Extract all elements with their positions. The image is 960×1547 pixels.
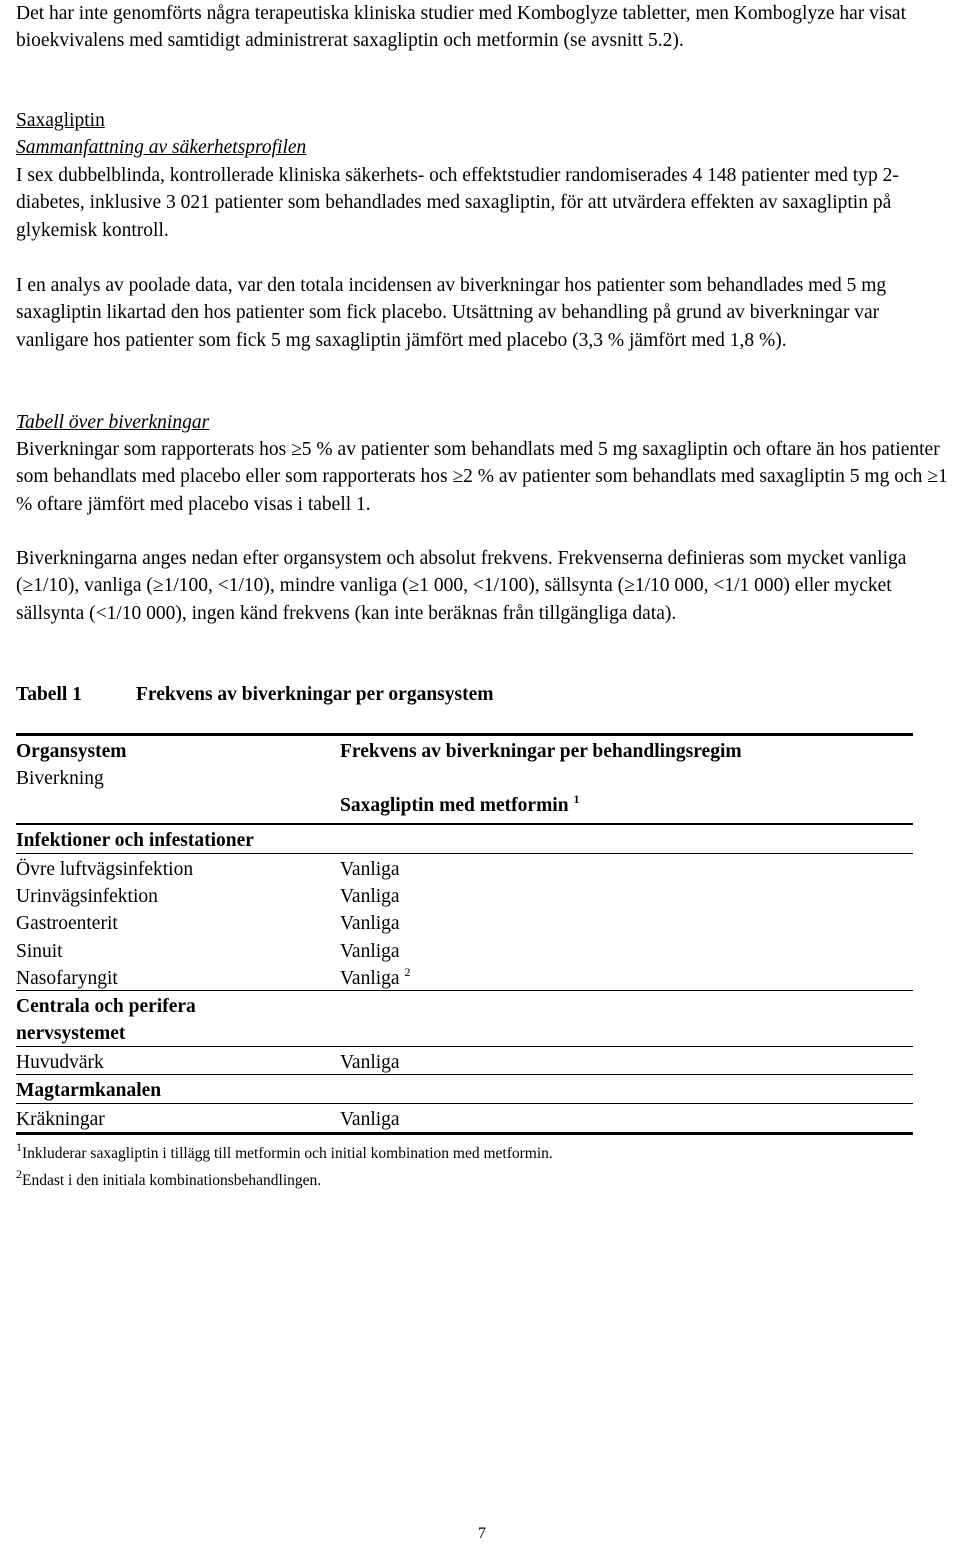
group-name: Infektioner och infestationer [16, 830, 254, 851]
frequency-footnote-mark: 2 [404, 965, 411, 979]
table-footnote: $^1$Inkluderar saxagliptin i tillägg till metformin och initial kombination med metformin. [16, 1140, 553, 1162]
table-footnote: $^2$Endast i den initiala kombinationsbehandlingen. [16, 1167, 322, 1189]
page-number: 7 [478, 1525, 486, 1542]
intro-paragraph: Det har inte genomförts några terapeutiska kliniska studier med Komboglyze tabletter, men Komboglyze har visat bioekvivalens med samtidigt administrerat saxagliptin och metformin (se avsnitt 5.2). [16, 3, 906, 52]
reaction-name: Övre luftvägsinfektion [16, 859, 194, 880]
reaction-name: Huvudvärk [16, 1052, 104, 1073]
frequency-definition-paragraph: Biverkningarna anges nedan efter organsystem och absolut frekvens. Frekvenserna definieras som mycket vanliga (≥1/10), vanliga (≥1/100, <1/10), mindre vanliga (≥1 000, <1/100), sällsynta (≥1/10 000, <1/1 000) eller mycket sällsynta (<1/10 000), ingen känd frekvens (kan inte beräknas från tillgängliga data). [16, 548, 907, 624]
group-rule [16, 990, 913, 991]
col2-subheader: Saxagliptin med metformin $^1$ [340, 792, 580, 816]
table-intro-paragraph: Biverkningar som rapporterats hos ≥5 % av patienter som behandlats med 5 mg saxagliptin och oftare än hos patienter som behandlats med placebo eller som rapporterats hos ≥2 % av patienter som behandlats med saxagliptin 5 mg och ≥1 % oftare jämfört med placebo visas i tabell 1. [16, 439, 948, 515]
group-rule [16, 1074, 913, 1075]
reaction-name: Urinvägsinfektion [16, 886, 158, 907]
col1-header: Organsystem [16, 741, 127, 762]
reaction-frequency: Vanliga [340, 1109, 400, 1130]
safety-summary-paragraph: I sex dubbelblinda, kontrollerade kliniska säkerhets- och effektstudier randomiserades 4 148 patienter med typ 2-diabetes, inklusive 3 021 patienter som behandlades med saxagliptin, för att utvärdera effekten av saxagliptin på glykemisk kontroll. [16, 165, 899, 241]
heading-saxagliptin: Saxagliptin [16, 110, 105, 131]
reaction-name: Nasofaryngit [16, 968, 118, 989]
group-rule [16, 853, 913, 854]
heading-sammanfattning: Sammanfattning av säkerhetsprofilen [16, 137, 307, 158]
reaction-frequency: Vanliga [340, 913, 400, 934]
table-bottom-rule [16, 1132, 913, 1135]
table-caption: Frekvens av biverkningar per organsystem [136, 684, 494, 705]
table-number: Tabell 1 [16, 684, 82, 705]
group-name: Magtarmkanalen [16, 1080, 162, 1101]
reaction-name: Gastroenterit [16, 913, 118, 934]
reaction-frequency: Vanliga [340, 1052, 400, 1073]
reaction-frequency: Vanliga [340, 886, 400, 907]
header-bottom-rule [16, 823, 913, 825]
col2-header: Frekvens av biverkningar per behandlingsregim [340, 741, 742, 762]
reaction-name: Kräkningar [16, 1109, 105, 1130]
reaction-name: Sinuit [16, 941, 63, 962]
heading-tabell: Tabell över biverkningar [16, 412, 210, 433]
group-rule [16, 1103, 913, 1104]
reaction-frequency: Vanliga $^2$ [340, 965, 411, 989]
reaction-frequency: Vanliga [340, 859, 400, 880]
col2-subheader-footnote-mark: 1 [573, 792, 580, 806]
pooled-analysis-paragraph: I en analys av poolade data, var den totala incidensen av biverkningar hos patienter som behandlades med 5 mg saxagliptin likartad den hos patienter som fick placebo. Utsättning av behandling på grund av biverkningar var vanligare hos patienter som fick 5 mg saxagliptin jämfört med placebo (3,3 % jämfört med 1,8 %). [16, 275, 887, 351]
group-name-line1: Centrala och perifera [16, 996, 196, 1017]
reaction-frequency: Vanliga [340, 941, 400, 962]
group-rule [16, 1046, 913, 1047]
col1-subheader: Biverkning [16, 768, 104, 789]
table-top-rule [16, 733, 913, 736]
group-name-line2: nervsystemet [16, 1023, 126, 1044]
